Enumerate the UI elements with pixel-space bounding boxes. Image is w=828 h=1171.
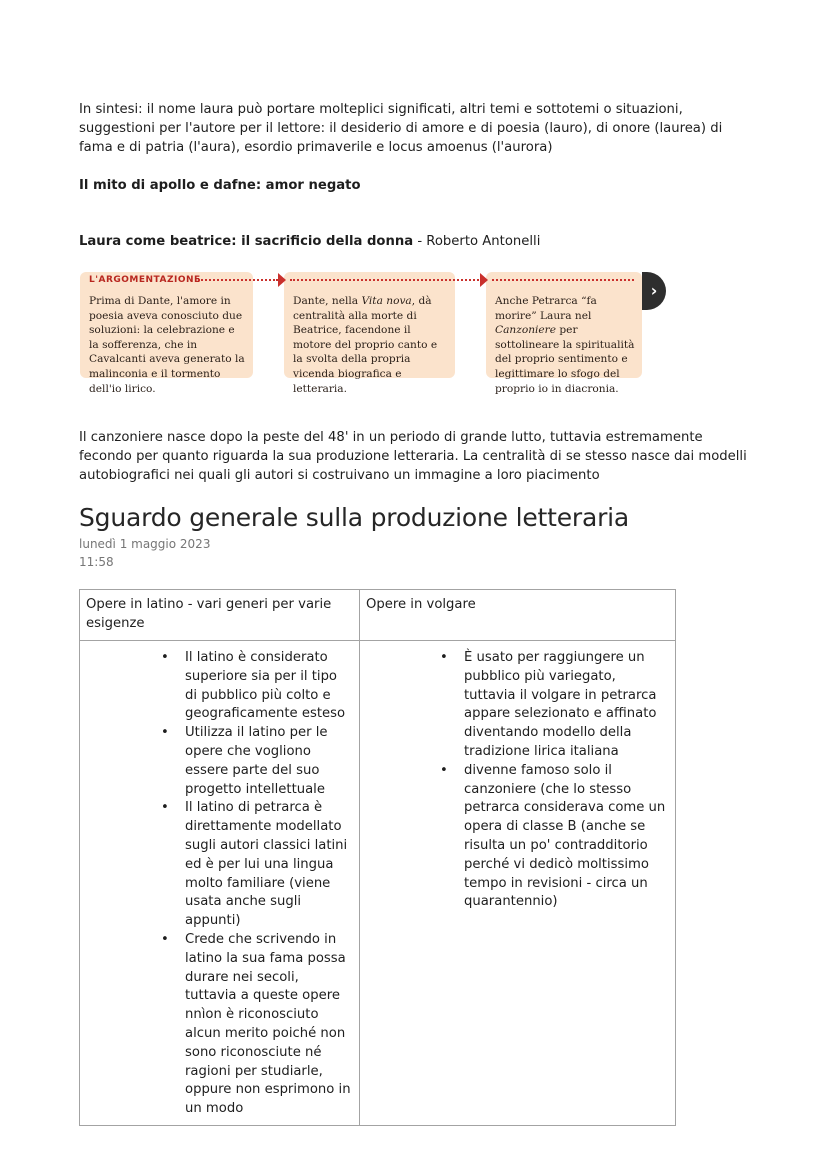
dotted-connector xyxy=(290,279,486,281)
section-time: 11:58 xyxy=(79,555,114,569)
list-item: • Crede che scrivendo in latino la sua fama possa durare nei secoli, tuttavia a queste opere nnìon è riconosciuto alcun merito poiché non sono riconosciute né ragioni per studiarle, oppure non esprimono in un modo xyxy=(185,931,353,1119)
laura-author: - Roberto Antonelli xyxy=(413,234,541,249)
vernacular-works-header: Opere in volgare xyxy=(360,590,676,641)
table-header-row xyxy=(80,590,676,641)
argument-box-1-text: Prima di Dante, l'amore in poesia aveva conosciuto due soluzioni: la celebrazione e la sofferenza, che in Cavalcanti aveva generato la malinconia e il tormento dell'io lirico. xyxy=(89,295,245,395)
myth-heading: Il mito di apollo e dafne: amor negato xyxy=(79,178,361,193)
latin-works-header: Opere in latino - vari generi per varie esigenze xyxy=(80,590,360,641)
laura-heading-line xyxy=(79,232,759,251)
table-row xyxy=(80,641,676,1126)
argument-box-3-text: Anche Petrarca “fa morire” Laura nel Canzoniere per sottolineare la spiritualità del proprio sentimento e legittimare lo sfogo del proprio io in diacronia. xyxy=(495,295,635,395)
argument-box-1 xyxy=(80,272,253,395)
chevron-right-icon: › xyxy=(650,281,658,300)
works-table xyxy=(79,589,676,1126)
argument-box-2-text: Dante, nella Vita nova, dà centralità alla morte di Beatrice, facendone il motore del proprio canto e la svolta della propria vicenda biografica e letteraria. xyxy=(293,295,438,395)
section-date: lunedì 1 maggio 2023 xyxy=(79,537,211,551)
latin-works-list xyxy=(185,649,353,1119)
next-slide-button[interactable] xyxy=(642,272,666,310)
list-item: • È usato per raggiungere un pubblico più variegato, tuttavia il volgare in petrarca appare selezionato e affinato diventando modello della tradizione lirica italiana xyxy=(464,649,669,762)
list-item: • Il latino di petrarca è direttamente modellato sugli autori classici latini ed è per lui una lingua molto familiare (viene usata anche sugli appunti) xyxy=(185,799,353,931)
vernacular-works-cell xyxy=(360,641,676,1126)
vernacular-works-list xyxy=(464,649,669,912)
latin-works-cell xyxy=(80,641,360,1126)
arrow-right-icon xyxy=(278,273,286,287)
arrow-right-icon xyxy=(480,273,488,287)
argument-box-3 xyxy=(486,272,642,395)
canzoniere-paragraph: Il canzoniere nasce dopo la peste del 48' in un periodo di grande lutto, tuttavia estremamente fecondo per quanto riguarda la sua produzione letteraria. La centralità di se stesso nasce dai modelli autobiografici nei quali gli autori si costruivano un immagine a loro piacimento xyxy=(79,430,747,483)
argumentation-strip xyxy=(80,266,658,395)
dotted-connector xyxy=(198,279,278,281)
list-item: • Il latino è considerato superiore sia per il tipo di pubblico più colto e geograficamente esteso xyxy=(185,649,353,724)
laura-heading: Laura come beatrice: il sacrificio della donna xyxy=(79,234,414,249)
intro-paragraph: In sintesi: il nome laura può portare molteplici significati, altri temi e sottotemi o situazioni, suggestioni per l'autore per il lettore: il desiderio di amore e di poesia (lauro), di onore (laurea) di fama e di patria (l'aura), esordio primaverile e locus amoenus (l'aurora) xyxy=(79,102,723,155)
argument-label: L'ARGOMENTAZIONE xyxy=(89,275,201,285)
argument-box-2 xyxy=(284,272,455,395)
list-item: • divenne famoso solo il canzoniere (che lo stesso petrarca considerava come un opera di classe B (anche se risulta un po' contradditorio perché vi dedicò moltissimo tempo in revisioni - circa un quarantennio) xyxy=(464,762,669,912)
list-item: • Utilizza il latino per le opere che vogliono essere parte del suo progetto intellettuale xyxy=(185,724,353,799)
dotted-connector xyxy=(492,279,634,281)
section-title: Sguardo generale sulla produzione letteraria xyxy=(79,503,630,532)
